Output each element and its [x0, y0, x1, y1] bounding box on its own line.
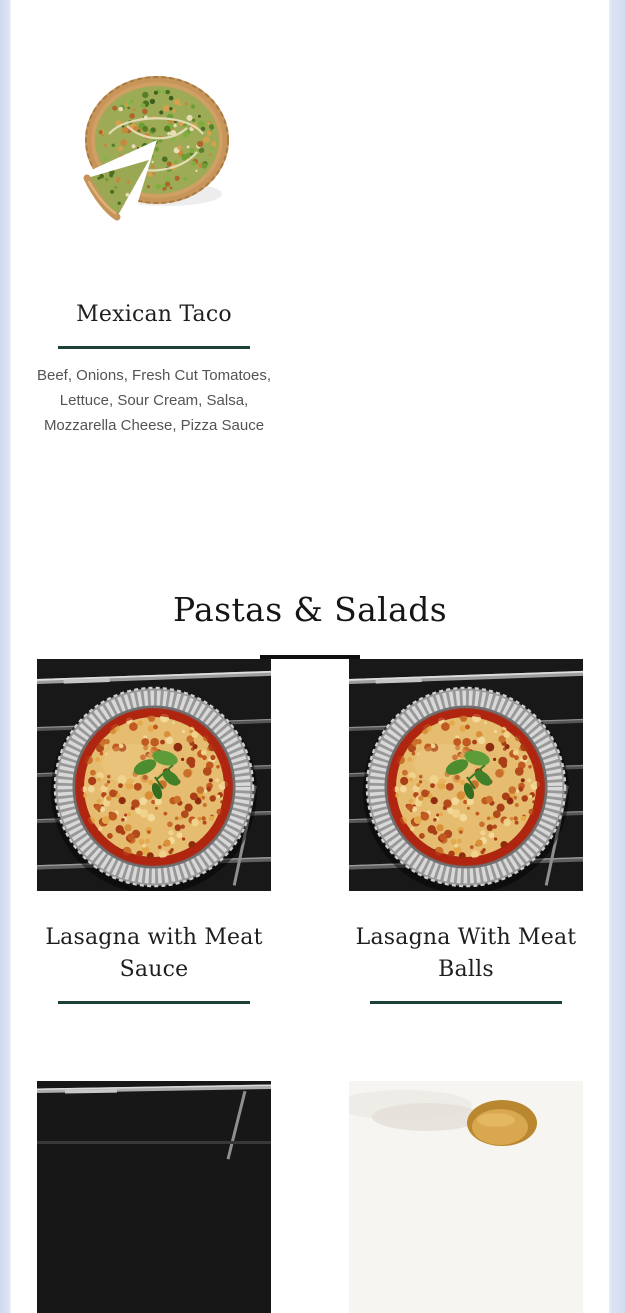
- taco-pizza-image: [75, 76, 233, 226]
- oven-rack-image: [37, 1081, 271, 1313]
- oven-rack-partial-photo: [37, 1081, 271, 1313]
- item-title-underline: [58, 346, 250, 349]
- lasagna-image: [349, 659, 583, 891]
- menu-item-card-partial-left: [37, 1081, 271, 1313]
- menu-item-title: Lasagna with Meat Sauce: [45, 925, 263, 982]
- section-heading: Pastas & Salads: [172, 590, 448, 629]
- lasagna-image: [37, 659, 271, 891]
- menu-grid-pastas-salads: [37, 659, 583, 1313]
- menu-item-card-lasagna-meat-balls: [349, 659, 583, 1004]
- menu-item-card-partial-right: [349, 1081, 583, 1313]
- menu-item-title: Lasagna With Meat Balls: [355, 925, 577, 982]
- light-dish-image: [349, 1081, 583, 1313]
- item-title-underline: [58, 1001, 250, 1004]
- menu-item-card-mexican-taco: [37, 34, 271, 438]
- menu-item-card-lasagna-meat-sauce: [37, 659, 271, 1004]
- menu-grid-top: [37, 34, 583, 438]
- lasagna-meat-sauce-photo: [37, 659, 271, 891]
- menu-item-title: Mexican Taco: [76, 302, 232, 327]
- lasagna-meat-balls-photo: [349, 659, 583, 891]
- menu-item-description: Beef, Onions, Fresh Cut Tomatoes, Lettuce, Sour Cream, Salsa, Mozzarella Cheese, Pizza Sauce: [36, 367, 271, 434]
- mexican-taco-pizza-photo: [37, 34, 271, 268]
- menu-page: [11, 0, 609, 1313]
- light-dish-partial-photo: [349, 1081, 583, 1313]
- item-title-underline: [370, 1001, 562, 1004]
